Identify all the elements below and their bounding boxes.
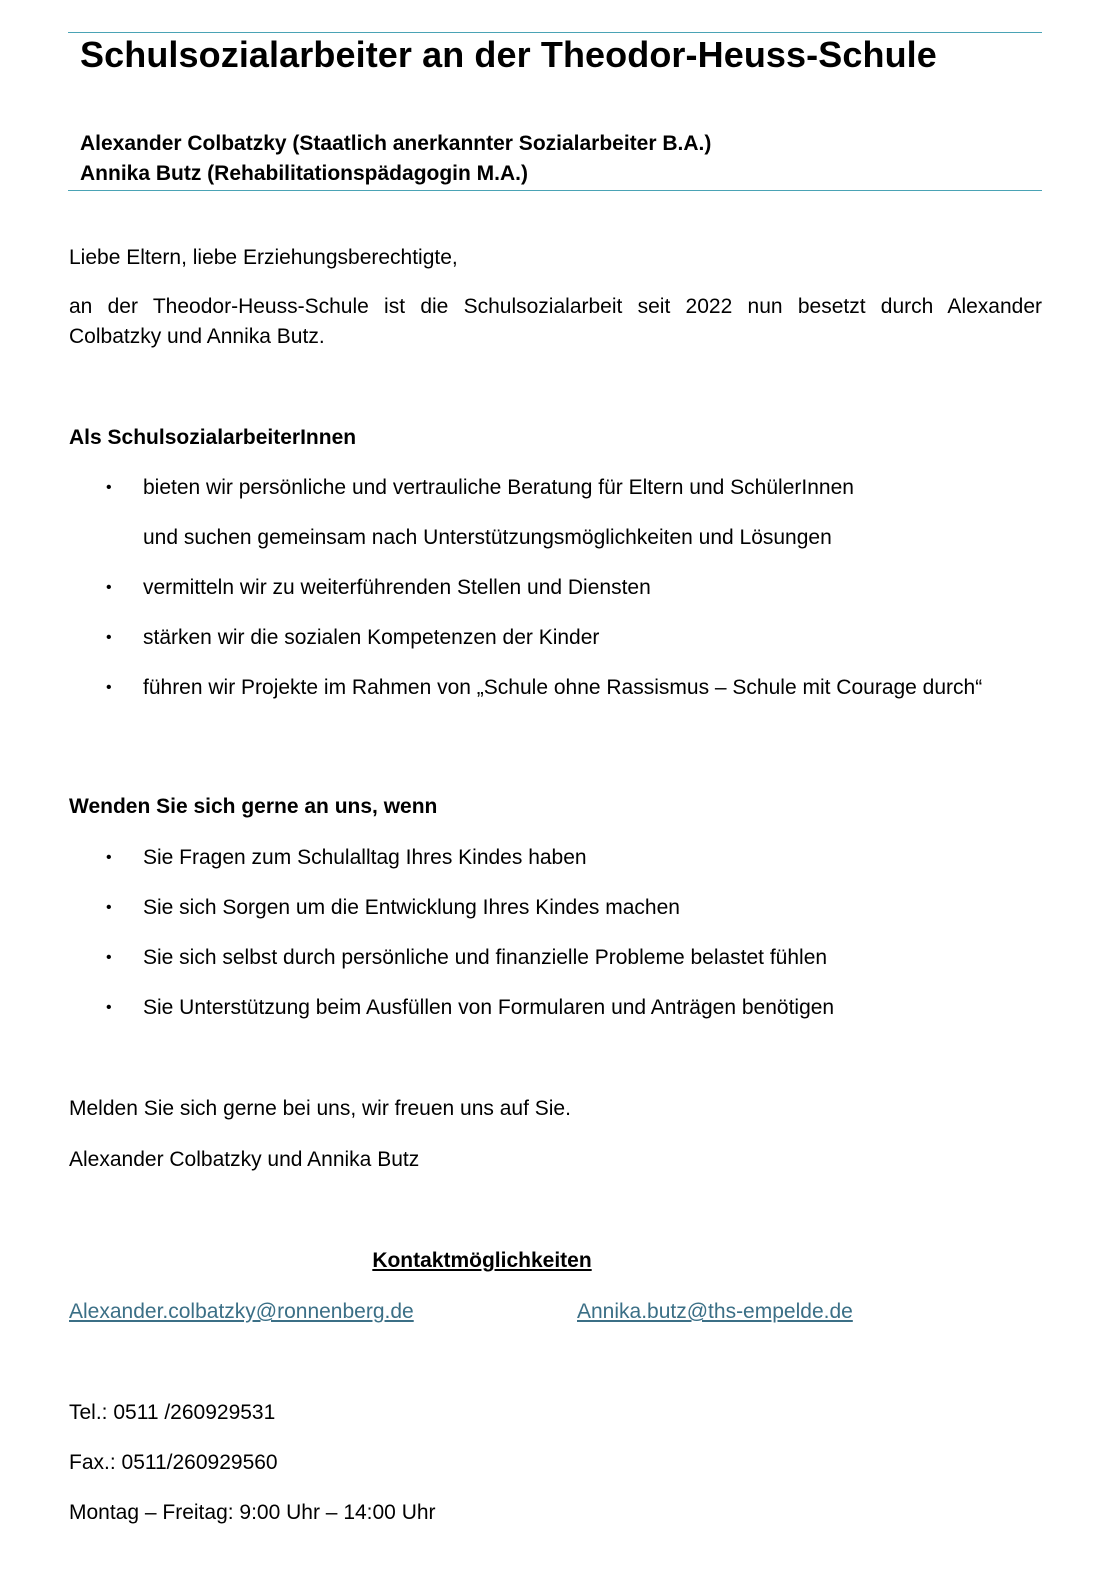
closing-text: Melden Sie sich gerne bei uns, wir freuen uns auf Sie.: [69, 1097, 571, 1120]
phone-number: Tel.: 0511 /260929531: [69, 1401, 276, 1424]
intro-line-2: Colbatzky und Annika Butz.: [69, 325, 325, 348]
fax-number: Fax.: 0511/260929560: [69, 1451, 278, 1474]
header-bottom-rule: [68, 190, 1042, 191]
author-line-butz: Annika Butz (Rehabilitationspädagogin M.A.): [80, 162, 528, 185]
bullet-icon: •: [106, 579, 112, 596]
signature: Alexander Colbatzky und Annika Butz: [69, 1148, 420, 1171]
office-hours: Montag – Freitag: 9:00 Uhr – 14:00 Uhr: [69, 1501, 436, 1524]
list-item: Sie sich Sorgen um die Entwicklung Ihres Kindes machen: [143, 896, 680, 919]
list-item: bieten wir persönliche und vertrauliche Beratung für Eltern und SchülerInnen: [143, 476, 854, 499]
header-top-rule: [68, 32, 1042, 33]
section-heading-roles: Als SchulsozialarbeiterInnen: [69, 426, 357, 449]
bullet-icon: •: [106, 679, 112, 696]
bullet-icon: •: [106, 629, 112, 646]
email-link-butz[interactable]: Annika.butz@ths-empelde.de: [577, 1300, 853, 1323]
bullet-icon: •: [106, 479, 112, 496]
list-item: führen wir Projekte im Rahmen von „Schule ohne Rassismus – Schule mit Courage durch“: [143, 676, 983, 699]
list-item: Sie Fragen zum Schulalltag Ihres Kindes haben: [143, 846, 587, 869]
section-heading-contact-reasons: Wenden Sie sich gerne an uns, wenn: [69, 795, 438, 818]
bullet-icon: •: [106, 999, 112, 1016]
author-line-colbatzky: Alexander Colbatzky (Staatlich anerkannter Sozialarbeiter B.A.): [80, 132, 712, 155]
intro-line-1: an der Theodor-Heuss-Schule ist die Schulsozialarbeit seit 2022 nun besetzt durch Alexander: [69, 295, 1042, 318]
bullet-icon: •: [106, 949, 112, 966]
list-item: Sie Unterstützung beim Ausfüllen von Formularen und Anträgen benötigen: [143, 996, 835, 1019]
greeting: Liebe Eltern, liebe Erziehungsberechtigte,: [69, 246, 458, 269]
list-item-continuation: und suchen gemeinsam nach Unterstützungsmöglichkeiten und Lösungen: [143, 526, 832, 549]
bullet-icon: •: [106, 849, 112, 866]
list-item: stärken wir die sozialen Kompetenzen der Kinder: [143, 626, 600, 649]
intro-paragraph: [69, 292, 1042, 352]
document-title: Schulsozialarbeiter an der Theodor-Heuss-Schule: [80, 34, 937, 75]
list-item: vermitteln wir zu weiterführenden Stellen und Diensten: [143, 576, 651, 599]
contact-heading: Kontaktmöglichkeiten: [372, 1249, 592, 1272]
list-item: Sie sich selbst durch persönliche und finanzielle Probleme belastet fühlen: [143, 946, 828, 969]
email-link-colbatzky[interactable]: Alexander.colbatzky@ronnenberg.de: [69, 1300, 414, 1323]
bullet-icon: •: [106, 899, 112, 916]
